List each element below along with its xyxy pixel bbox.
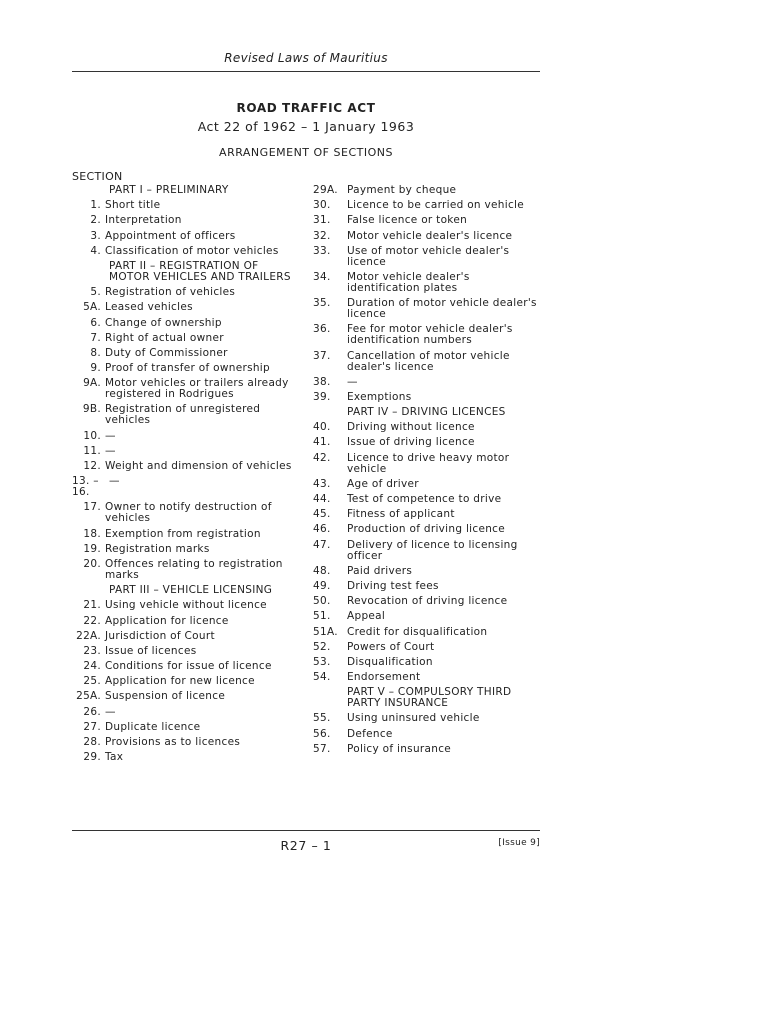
- arrangement-heading: ARRANGEMENT OF SECTIONS: [219, 146, 393, 159]
- section-entry: [72, 215, 298, 226]
- section-title: Duty of Commissioner: [105, 346, 228, 359]
- section-title: Driving without licence: [347, 421, 475, 434]
- section-entry: [313, 200, 540, 211]
- section-number: 21.: [83, 599, 101, 612]
- section-title: Interpretation: [105, 214, 182, 227]
- section-entry: [313, 744, 540, 755]
- section-title: Registration marks: [105, 542, 210, 555]
- section-title: Production of driving licence: [347, 523, 506, 536]
- section-number: 31.: [313, 214, 331, 227]
- footer-rule: [72, 830, 540, 831]
- section-title: Application for new licence: [105, 675, 255, 688]
- section-title: Delivery of licence to licensing officer: [347, 538, 518, 562]
- section-number: 28.: [83, 736, 101, 748]
- section-number: 50.: [313, 595, 331, 608]
- section-number: 25A.: [76, 690, 101, 703]
- section-number: 4.: [90, 244, 101, 257]
- section-number: 54.: [313, 671, 331, 684]
- section-title: Duration of motor vehicle dealer's licence: [347, 297, 537, 321]
- section-title: —: [105, 444, 116, 457]
- section-title: Payment by cheque: [347, 184, 457, 196]
- section-number: 53.: [313, 655, 331, 668]
- section-number: 25.: [83, 675, 101, 688]
- section-number: 39.: [313, 390, 331, 403]
- section-title: Using uninsured vehicle: [347, 712, 480, 725]
- section-number: 19.: [83, 542, 101, 555]
- section-entry: [313, 509, 540, 520]
- section-title: Provisions as to licences: [105, 736, 241, 748]
- section-title: Exemption from registration: [105, 527, 261, 540]
- section-number: 56.: [313, 727, 331, 740]
- section-title: Jurisdiction of Court: [105, 629, 215, 642]
- section-number: 38.: [313, 375, 331, 388]
- section-number: 5.: [90, 286, 101, 299]
- section-title: Registration of vehicles: [105, 286, 236, 299]
- section-number: 6.: [90, 316, 101, 329]
- section-entry: [313, 246, 540, 268]
- section-title: Short title: [105, 199, 161, 212]
- section-title: Issue of driving licence: [347, 436, 475, 449]
- section-entry: [313, 392, 540, 403]
- part-heading: PART V – COMPULSORY THIRD PARTY INSURANCE: [347, 686, 512, 710]
- section-entry: [72, 287, 298, 298]
- section-entry: [313, 611, 540, 622]
- section-entry: [313, 713, 540, 724]
- section-entry: [72, 333, 298, 344]
- section-entry: [72, 529, 298, 540]
- section-title: Defence: [347, 727, 393, 740]
- section-number: 29A.: [313, 184, 338, 196]
- section-entry: [313, 272, 540, 294]
- section-entry: [72, 200, 298, 211]
- page-number: R27 – 1: [280, 838, 332, 853]
- section-number: 13. – 16.: [72, 475, 99, 499]
- section-number: 57.: [313, 742, 331, 755]
- section-title: Licence to drive heavy motor vehicle: [347, 451, 510, 475]
- section-number: 30.: [313, 199, 331, 212]
- section-entry: [72, 363, 298, 374]
- section-number: 49.: [313, 579, 331, 592]
- section-title: —: [105, 705, 116, 718]
- section-title: Offences relating to registration marks: [105, 557, 283, 581]
- section-entry: [313, 642, 540, 653]
- section-number: 48.: [313, 564, 331, 577]
- section-entry: [72, 752, 298, 763]
- section-number: 45.: [313, 508, 331, 521]
- section-entry: [72, 722, 298, 733]
- section-entry: [313, 377, 540, 388]
- section-number: 5A.: [83, 301, 101, 314]
- section-title: Proof of transfer of ownership: [105, 362, 270, 375]
- section-title: Conditions for issue of licence: [105, 660, 272, 673]
- section-number: 9.: [90, 362, 101, 375]
- header-rule: [72, 71, 540, 72]
- section-entry: [313, 185, 540, 196]
- section-title: Cancellation of motor vehicle dealer's licence: [347, 349, 510, 373]
- section-number: 43.: [313, 477, 331, 490]
- section-title: Age of driver: [347, 477, 419, 490]
- section-number: 12.: [83, 460, 101, 472]
- section-entry: [72, 616, 298, 627]
- section-title: Disqualification: [347, 655, 433, 668]
- section-entry: [72, 600, 298, 611]
- section-number: 22A.: [76, 629, 101, 642]
- section-title: Exemptions: [347, 390, 412, 403]
- section-number: 44.: [313, 493, 331, 505]
- section-title: Fitness of applicant: [347, 508, 455, 521]
- part-heading: PART III – VEHICLE LICENSING: [109, 584, 273, 597]
- section-title: Motor vehicles or trailers already registered in Rodrigues: [105, 377, 289, 401]
- section-title: Revocation of driving licence: [347, 595, 508, 608]
- section-number: 55.: [313, 712, 331, 725]
- section-entry: [72, 348, 298, 359]
- section-entry: [72, 461, 298, 472]
- right-section-column: [313, 185, 540, 759]
- section-entry: [72, 404, 298, 426]
- section-entry: [72, 446, 298, 457]
- section-entry: [72, 476, 298, 498]
- section-number: 51A.: [313, 625, 338, 638]
- section-entry: [313, 657, 540, 668]
- section-entry: [313, 351, 540, 373]
- section-entry: [313, 672, 540, 683]
- section-title: —: [105, 429, 116, 442]
- section-entry: [313, 231, 540, 242]
- part-heading: PART I – PRELIMINARY: [109, 184, 229, 196]
- section-title: Motor vehicle dealer's identification plates: [347, 270, 470, 294]
- section-title: Leased vehicles: [105, 301, 193, 314]
- section-entry: [313, 566, 540, 577]
- section-title: Change of ownership: [105, 316, 222, 329]
- section-entry: [313, 596, 540, 607]
- section-number: 3.: [90, 229, 101, 242]
- issue-label: [Issue 9]: [498, 838, 540, 848]
- section-entry: [72, 302, 298, 313]
- section-title: Paid drivers: [347, 564, 413, 577]
- part-heading: PART II – REGISTRATION OF MOTOR VEHICLES AND TRAILERS: [109, 259, 291, 283]
- section-number: 18.: [83, 527, 101, 540]
- section-number: 11.: [83, 444, 101, 457]
- section-entry: [72, 502, 298, 524]
- section-title: Using vehicle without licence: [105, 599, 267, 612]
- section-entry: [313, 524, 540, 535]
- section-number: 24.: [83, 660, 101, 673]
- section-label: SECTION: [72, 170, 123, 183]
- section-title: Motor vehicle dealer's licence: [347, 229, 513, 242]
- section-entry: [72, 707, 298, 718]
- section-title: Owner to notify destruction of vehicles: [105, 501, 272, 525]
- section-number: 8.: [90, 346, 101, 359]
- section-number: 52.: [313, 640, 331, 653]
- section-number: 20.: [83, 557, 101, 570]
- section-title: Powers of Court: [347, 640, 435, 653]
- section-number: 7.: [90, 331, 101, 344]
- section-entry: [313, 494, 540, 505]
- section-number: 32.: [313, 229, 331, 242]
- section-title: —: [109, 475, 120, 488]
- part-heading: PART IV – DRIVING LICENCES: [347, 406, 506, 419]
- section-number: 17.: [83, 501, 101, 514]
- section-number: 33.: [313, 244, 331, 257]
- section-entry: [72, 661, 298, 672]
- section-entry: [72, 378, 298, 400]
- section-title: Right of actual owner: [105, 331, 224, 344]
- section-entry: [313, 729, 540, 740]
- section-title: Appeal: [347, 610, 386, 623]
- section-entry: [72, 318, 298, 329]
- section-entry: [72, 231, 298, 242]
- section-title: Use of motor vehicle dealer's licence: [347, 244, 510, 268]
- section-entry: [72, 646, 298, 657]
- section-entry: [72, 691, 298, 702]
- section-number: 46.: [313, 523, 331, 536]
- section-entry: [313, 479, 540, 490]
- section-title: Driving test fees: [347, 579, 439, 592]
- section-number: 22.: [83, 614, 101, 627]
- section-entry: [72, 544, 298, 555]
- section-number: 27.: [83, 720, 101, 733]
- section-title: False licence or token: [347, 214, 468, 227]
- section-title: Suspension of licence: [105, 690, 226, 703]
- section-entry: [313, 215, 540, 226]
- section-title: Credit for disqualification: [347, 625, 488, 638]
- section-number: 36.: [313, 323, 331, 336]
- section-number: 40.: [313, 421, 331, 434]
- section-number: 9B.: [82, 403, 101, 416]
- section-number: 47.: [313, 538, 331, 551]
- section-number: 37.: [313, 349, 331, 362]
- section-entry: [313, 437, 540, 448]
- section-entry: [313, 453, 540, 475]
- section-entry: [313, 422, 540, 433]
- section-number: 2.: [90, 214, 101, 227]
- section-title: Tax: [105, 751, 124, 764]
- section-number: 26.: [83, 705, 101, 718]
- section-entry: [313, 298, 540, 320]
- section-title: Classification of motor vehicles: [105, 244, 279, 257]
- section-number: 42.: [313, 451, 331, 464]
- section-number: 29.: [83, 751, 101, 764]
- section-entry: [72, 631, 298, 642]
- section-entry: [72, 431, 298, 442]
- section-title: Policy of insurance: [347, 742, 452, 755]
- section-number: 51.: [313, 610, 331, 623]
- section-entry: [313, 627, 540, 638]
- section-title: Fee for motor vehicle dealer's identification numbers: [347, 323, 513, 347]
- section-title: —: [347, 375, 358, 388]
- section-entry: [72, 676, 298, 687]
- section-number: 41.: [313, 436, 331, 449]
- section-number: 10.: [83, 429, 101, 442]
- section-number: 1.: [90, 199, 101, 212]
- section-entry: [313, 324, 540, 346]
- act-subtitle: Act 22 of 1962 – 1 January 1963: [197, 119, 415, 134]
- section-number: 34.: [313, 270, 331, 283]
- section-entry: [313, 540, 540, 562]
- section-number: 9A.: [83, 377, 101, 390]
- section-title: Endorsement: [347, 671, 421, 684]
- section-entry: [72, 737, 298, 748]
- section-title: Application for licence: [105, 614, 229, 627]
- section-entry: [72, 246, 298, 257]
- running-header: Revised Laws of Mauritius: [224, 51, 388, 65]
- section-entry: [313, 581, 540, 592]
- section-entry: [72, 559, 298, 581]
- section-title: Issue of licences: [105, 644, 197, 657]
- act-title: ROAD TRAFFIC ACT: [236, 101, 376, 115]
- section-title: Duplicate licence: [105, 720, 201, 733]
- section-number: 23.: [83, 644, 101, 657]
- section-title: Test of competence to drive: [347, 493, 502, 505]
- left-section-column: [72, 185, 298, 767]
- section-title: Appointment of officers: [105, 229, 236, 242]
- section-title: Weight and dimension of vehicles: [105, 460, 292, 472]
- section-title: Licence to be carried on vehicle: [347, 199, 525, 212]
- section-number: 35.: [313, 297, 331, 310]
- section-title: Registration of unregistered vehicles: [105, 403, 261, 427]
